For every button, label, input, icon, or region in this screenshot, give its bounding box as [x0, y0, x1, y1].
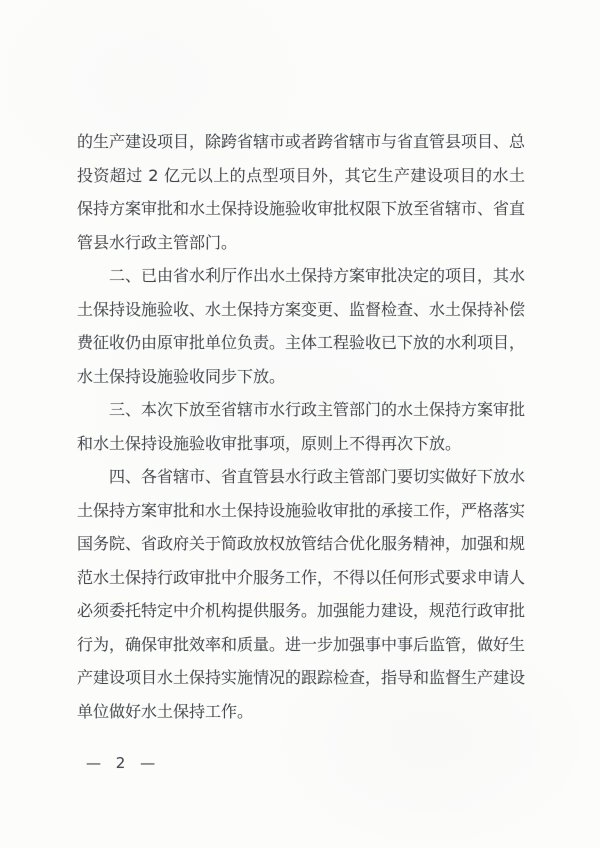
paragraph-item-2: 二、已由省水利厅作出水土保持方案审批决定的项目，其水土保持设施验收、水土保持方案变更、监督检查、水土保持补偿费征收仍由原审批单位负责。主体工程验收已下放的水利项目，水土保持设施验收同步下放。: [77, 266, 526, 386]
paragraph-item-3: 三、本次下放至省辖市水行政主管部门的水土保持方案审批和水土保持设施验收审批事项，原则上不得再次下放。: [77, 400, 526, 453]
document-body: [77, 125, 525, 728]
page-number: — 2 —: [86, 754, 161, 772]
paragraph-continuation: 的生产建设项目，除跨省辖市或者跨省辖市与省直管县项目、总投资超过 2 亿元以上的点型项目外，其它生产建设项目的水土保持方案审批和水土保持设施验收审批权限下放至省辖市、省直管县水行政主管部门。: [77, 132, 526, 252]
paragraph-item-4: 四、各省辖市、省直管县水行政主管部门要切实做好下放水土保持方案审批和水土保持设施验收审批的承接工作，严格落实国务院、省政府关于简政放权放管结合优化服务精神，加强和规范水土保持行政审批中介服务工作，不得以任何形式要求申请人必须委托特定中介机构提供服务。加强能力建设，规范行政审批行为，确保审批效率和质量。进一步加强事中事后监管，做好生产建设项目水土保持实施情况的跟踪检查，指导和监督生产建设单位做好水土保持工作。: [77, 467, 526, 721]
